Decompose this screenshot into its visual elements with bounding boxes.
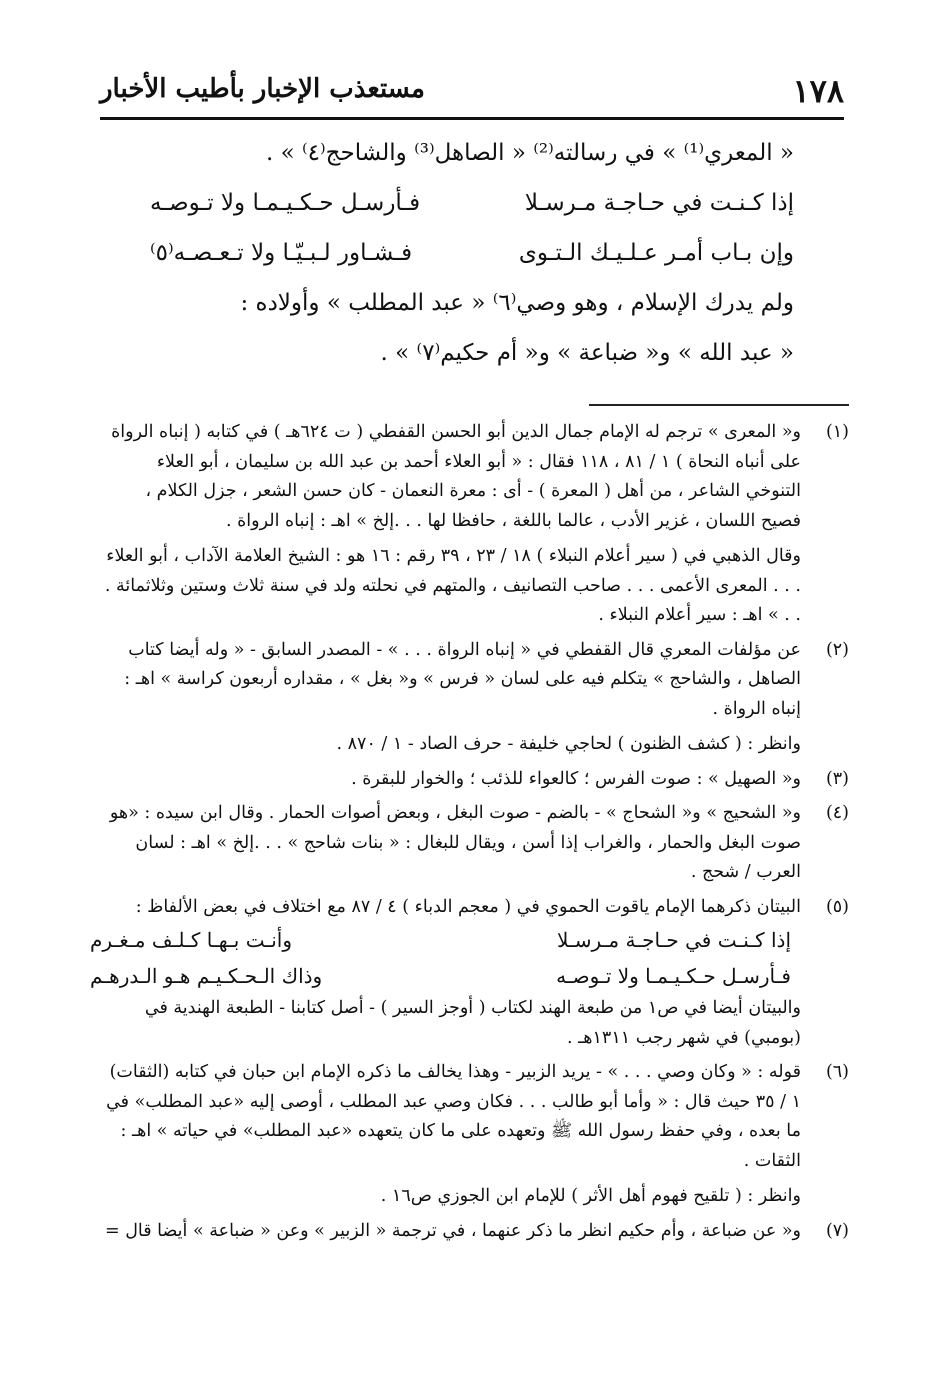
footnote xyxy=(100,636,849,760)
footnote xyxy=(100,1217,849,1247)
footnote-paragraph: و« عن ضباعة ، وأم حكيم انظر ما ذكر عنهما ، في ترجمة « الزبير » وعن « ضباعة » أيضا قال = xyxy=(104,1220,801,1241)
main-text xyxy=(150,128,794,378)
footnote-number: (٤) xyxy=(825,803,849,823)
footnote-body xyxy=(100,1217,801,1247)
footnote-paragraph: و« الصهيل » : صوت الفرس ؛ كالعواء للذئب ؛ والخوار للبقرة . xyxy=(351,768,801,789)
verse-hemistich: فـأرسـل حـكـيـمـا ولا تـوصـه xyxy=(556,964,791,988)
footnote xyxy=(100,418,849,631)
footnote-paragraph: البيتان ذكرهما الإمام ياقوت الحموي في ( معجم الدباء ) ٤ / ٨٧ مع اختلاف في بعض الألفاظ : xyxy=(135,896,801,917)
footnote-body xyxy=(100,799,801,888)
footnote-paragraph: قوله : « وكان وصي . . . » - يريد الزبير - وهذا يخالف ما ذكره الإمام ابن حبان في كتابه (الثقات) ١ / ٣٥ حيث قال : « وأما أبو طالب . . . فكان وصي عبد المطلب ، أوصى إليه «عبد المطلب» في ما بعده ، وفي حفظ رسول الله ﷺ وتعهده على ما كان يتعهده «عبد المطلب» في حياته » اهـ : الثقات . xyxy=(106,1062,801,1171)
verse-hemistich: فـشـاور لـبـيّـا ولا تـعـصـه⁽٥⁾ xyxy=(150,240,413,266)
verse-hemistich: فـأرسـل حـكـيـمـا ولا تـوصـه xyxy=(150,190,421,216)
header-rule xyxy=(100,117,844,120)
footnote-body xyxy=(100,418,801,631)
footnote-number: (٢) xyxy=(825,639,849,660)
footnote-number: (٣) xyxy=(825,768,849,789)
footnote-number: (٧) xyxy=(825,1220,849,1241)
footnote-paragraph: و« الشحيج » و« الشحاج » - بالضم - صوت البغل ، وبعض أصوات الحمار . وقال ابن سيده : «هو صوت البغل والحمار ، والغراب إذا أسن ، ويقال للبغال : « بنات شاحج » . . .إلخ » اهـ : لسان العرب / شحج . xyxy=(109,803,801,882)
verse-line xyxy=(80,922,801,958)
footnote-body xyxy=(90,893,801,1054)
footnote-body xyxy=(100,765,801,795)
footnote-paragraph: وانظر : ( تلقيح فهوم أهل الأثر ) للإمام ابن الجوزي ص١٦ . xyxy=(380,1186,801,1206)
book-title: مستعذب الإخبار بأطيب الأخبار xyxy=(100,74,425,104)
footnote-paragraph: وانظر : ( كشف الظنون ) لحاجي خليفة - حرف الصاد - ١ / ٨٧٠ . xyxy=(336,734,801,754)
footnote-paragraph: والبيتان أيضا في ص١ من طبعة الهند لكتاب ( أوجز السير ) - أصل كتابنا - الطبعة الهندية في (بومبي) في شهر رجب ١٣١١هـ . xyxy=(144,998,801,1048)
page-number: ١٧٨ xyxy=(792,72,844,110)
footnote-paragraph: وقال الذهبي في ( سير أعلام النبلاء ) ١٨ / ٢٣ ، ٣٩ رقم : ١٦ هو : الشيخ العلامة الآداب ، أبو العلاء . . . المعرى الأعمى . . . صاحب التصانيف ، والمتهم في نحلته ولد في سنة ثلاث وستين وثلاثمائة . . . » اهـ : سير أعلام النبلاء . xyxy=(104,546,801,625)
footnote xyxy=(90,893,849,1054)
footnote xyxy=(100,765,849,795)
main-line: ولم يدرك الإسلام ، وهو وصي⁽٦⁾ « عبد المطلب » وأولاده : xyxy=(240,290,794,316)
footnote-number: (٦) xyxy=(825,1062,849,1082)
verse-hemistich: وإن بـاب أمـر عـلـيـك الـتـوى xyxy=(518,240,794,266)
footnote-paragraph: عن مؤلفات المعري قال القفطي في « إنباه الرواة . . . » - المصدر السابق - « وله أيضا كتاب الصاهل ، والشاحج » يتكلم فيه على لسان « فرس » و« بغل » ، مقداره أربعون كراسة » اهـ : إنباه الرواة . xyxy=(124,639,801,719)
main-line: « عبد الله » و« ضباعة » و« أم حكيم⁽٧⁾ » . xyxy=(380,340,794,366)
footnote-number: (٥) xyxy=(825,896,849,917)
verse-hemistich: وأنـت بـهـا كـلـف مـغـرم xyxy=(90,928,293,952)
footnote xyxy=(100,799,849,888)
verse-line xyxy=(80,958,801,994)
verse-line xyxy=(150,228,794,278)
footnote-separator xyxy=(589,404,849,406)
footnote-body xyxy=(100,636,801,760)
verse-hemistich: إذا كـنـت في حـاجـة مـرسـلا xyxy=(524,190,794,216)
verse-line xyxy=(150,178,794,228)
footnote-number: (١) xyxy=(825,422,849,442)
footnote-body xyxy=(100,1058,801,1212)
verse-hemistich: إذا كـنـت في حـاجـة مـرسـلا xyxy=(556,928,791,952)
footnote xyxy=(100,1058,849,1212)
main-line: « المعري⁽¹⁾ » في رسالته⁽²⁾ « الصاهل⁽³⁾ والشاحج⁽٤⁾ » . xyxy=(266,140,794,166)
footnote-paragraph: و« المعرى » ترجم له الإمام جمال الدين أبو الحسن القفطي ( ت ٦٢٤هـ ) في كتابه ( إنباه الرواة على أنباه النحاة ) ١ / ٨١ ، ١١٨ فقال : « أبو العلاء أحمد بن عبد الله بن سليمان ، أبو العلاء التنوخي الشاعر ، من أهل ( المعرة ) - أى : معرة النعمان - كان حسن الشعر ، جزل الكلام ، فصيح اللسان ، غزير الأدب ، عالما باللغة ، حافظا لها . . .إلخ » اهـ : إنباه الرواة . xyxy=(111,422,801,531)
footnotes xyxy=(90,418,849,1251)
running-header xyxy=(100,70,844,114)
verse-hemistich: وذاك الـحـكـيـم هـو الـدرهـم xyxy=(90,964,323,988)
